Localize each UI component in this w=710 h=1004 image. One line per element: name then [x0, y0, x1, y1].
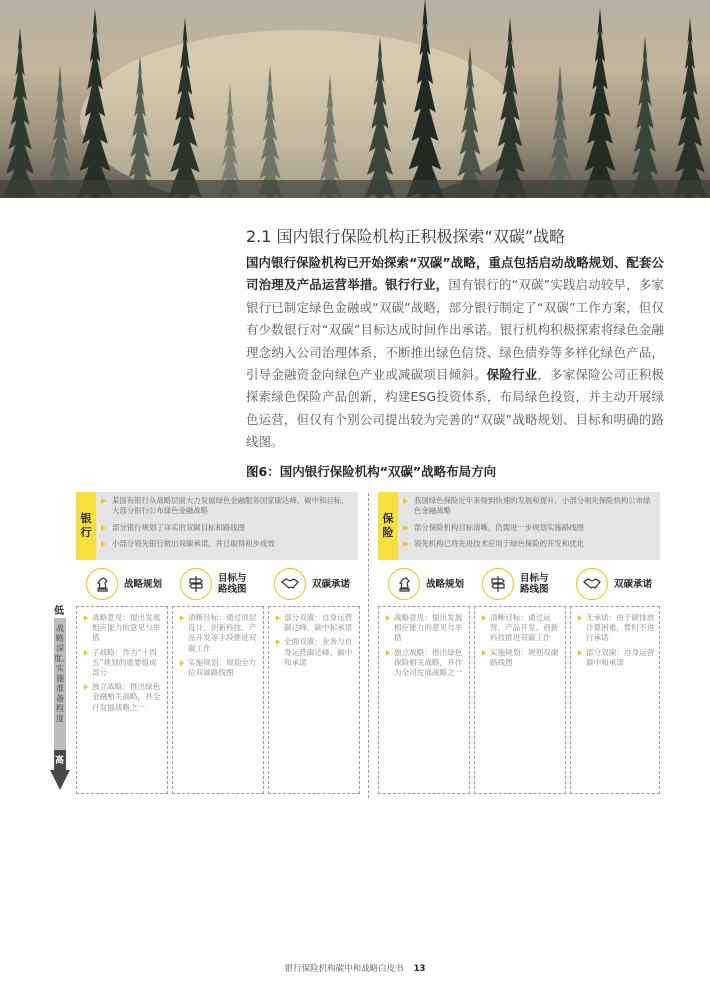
insurance-summary-panel — [378, 492, 660, 560]
bank-tab — [76, 492, 96, 560]
section-title: 2.1 国内银行保险机构正积极探索“双碳”战略 — [246, 227, 566, 246]
signpost-icon — [482, 568, 514, 600]
forest-illustration — [0, 0, 710, 198]
cell-item: 部分双碳：自身运营碳达峰、碳中和承诺 — [275, 613, 355, 633]
axis-label: 战略深度、实施准备程度 — [54, 624, 70, 723]
cell-item: 独立战略：推出绿色保险相关战略，并作为全司发展战略之一 — [385, 648, 465, 679]
down-arrow-icon — [50, 770, 70, 790]
insurance-cell-commitment — [570, 606, 660, 794]
footer-title: 银行保险机构碳中和战略白皮书 — [284, 964, 404, 974]
section-divider — [368, 493, 369, 798]
header-label: 双碳承诺 — [312, 578, 351, 590]
axis-high-label: 高 — [55, 756, 65, 766]
insurance-bullets — [400, 496, 656, 550]
insurance-header-commitment — [576, 566, 652, 602]
body-paragraph — [246, 252, 664, 454]
page-number: 13 — [413, 964, 426, 974]
chess-knight-icon — [86, 568, 118, 600]
bank-tab-char-2: 行 — [80, 526, 92, 539]
bank-bullet: 某国有银行从战略层面大力发展绿色金融服务国家碳达峰、碳中和目标，大部分银行公布绿色金融战略 — [98, 496, 354, 517]
cell-item: 无承诺：由于碳排放计算困难，暂时不进行承诺 — [577, 613, 655, 644]
insurance-header-roadmap — [482, 566, 554, 602]
hero-forest-photo — [0, 0, 710, 198]
axis-low-label: 低 — [54, 606, 64, 617]
bank-header-roadmap — [180, 566, 252, 602]
chess-knight-icon — [388, 568, 420, 600]
cell-item: 实施规划：规划全方位双碳路线图 — [179, 658, 259, 678]
para-bold-3: 保险行业 — [486, 367, 538, 383]
header-label: 战略规划 — [426, 578, 465, 590]
cell-item: 实施规划：规划双碳路线图 — [481, 648, 561, 668]
signpost-icon — [180, 568, 212, 600]
bank-cell-commitment — [268, 606, 360, 794]
handshake-icon — [576, 568, 608, 600]
insurance-bullet: 我国绿色保险近年来得到快速的发展和提升，小部分领先保险机构公布绿色金融战略 — [400, 496, 656, 517]
para-bold-2: 银行行业， — [385, 277, 449, 293]
bank-bullets — [98, 496, 354, 550]
page-footer — [0, 962, 710, 974]
bank-summary-panel — [76, 492, 358, 560]
bank-bullet: 小部分领先银行做出双碳承诺，并已取得初步成效 — [98, 539, 354, 549]
para-text-1: 国有银行的“双碳”实践启动较早，多家银行已制定绿色金融或“双碳”战略，部分银行制定了“双碳”工作方案，但仅有少数银行对“双碳”目标达成时间作出承诺。银行机构积极探索将绿色金融理念纳入公司治理体系，不断推出绿色信贷、绿色债券等多样化绿色产品，引导金融资金向绿色产业或减碳项目倾斜。 — [246, 277, 664, 383]
header-label: 目标与路线图 — [218, 573, 247, 595]
cell-item: 清晰目标：通过运营、产品开发、创新科技推进双碳工作 — [481, 613, 561, 644]
header-label: 战略规划 — [124, 578, 163, 590]
bank-cell-strategy — [76, 606, 168, 794]
cell-item: 战略意见：提出发展相应能力的意见与举措 — [83, 613, 163, 644]
insurance-tab-char-1: 保 — [382, 512, 394, 525]
bank-bullet: 部分银行规划了详实的双碳目标和路线图 — [98, 523, 354, 533]
cell-item: 独立战略：推出绿色金融相关战略，并全行发展战略之一 — [83, 682, 163, 713]
insurance-tab — [378, 492, 398, 560]
handshake-icon — [274, 568, 306, 600]
bank-tab-char-1: 银 — [80, 512, 92, 525]
bank-header-strategy — [86, 566, 162, 602]
cell-item: 全面双碳：业务与自身运营碳达峰、碳中和承诺 — [275, 637, 355, 668]
para-text-2: ，多家保险公司正积极探索绿色保险产品创新，构建ESG投资体系，布局绿色投资，并主动开展绿色运营，但仅有个别公司提出较为完善的“双碳”战略规划、目标和明确的路线图。 — [246, 367, 664, 450]
insurance-bullet: 部分保险机构目标清晰，仍需进一步规划实施路线图 — [400, 523, 656, 533]
header-label: 双碳承诺 — [614, 578, 653, 590]
bank-cell-roadmap — [172, 606, 264, 794]
bank-header-commitment — [274, 566, 350, 602]
header-label: 目标与路线图 — [520, 573, 549, 595]
cell-item: 战略意见：提出发展相应能力的意见与举措 — [385, 613, 465, 644]
cell-item: 部分双碳：自身运营碳中和承诺 — [577, 648, 655, 668]
insurance-tab-char-2: 险 — [382, 526, 394, 539]
para-bold-1: 国内银行保险机构已开始探索“双碳”战略，重点包括启动战略规划、配套公司治理及产品运营举措。 — [246, 255, 664, 293]
insurance-header-strategy — [388, 566, 464, 602]
insurance-cell-strategy — [378, 606, 470, 794]
cell-item: 子战略：作为“十四五”规划的重要组成部分 — [83, 648, 163, 679]
depth-axis — [50, 602, 72, 798]
cell-item: 清晰目标：通过顶层设计、创新科技、产品开发等手段推进双碳工作 — [179, 613, 259, 654]
figure-title: 图6：国内银行保险机构“双碳”战略布局方向 — [246, 464, 497, 479]
insurance-cell-roadmap — [474, 606, 566, 794]
insurance-bullet: 领先机构已将先进技术应用于绿色保险的开发和优化 — [400, 539, 656, 549]
